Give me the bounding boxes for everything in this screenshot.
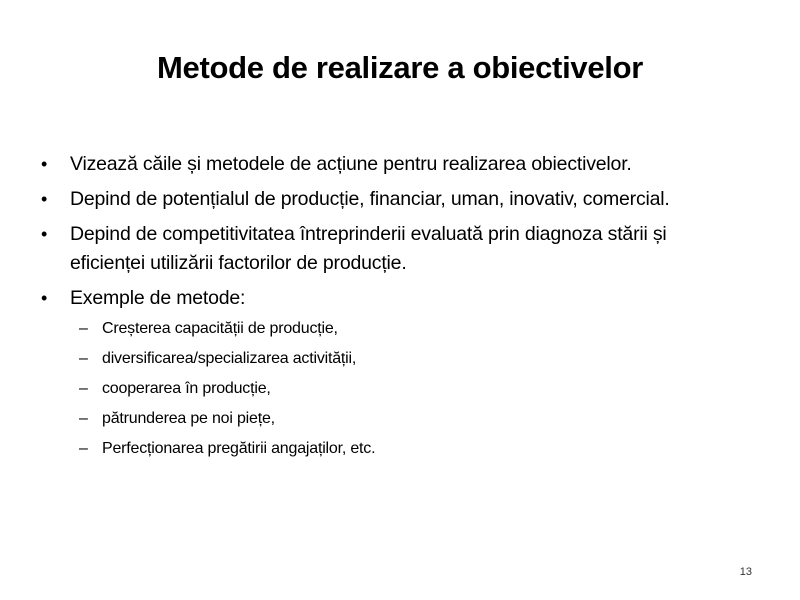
sub-bullet-item <box>38 379 738 399</box>
dash-icon: – <box>79 380 88 397</box>
sub-bullet-item <box>38 319 738 339</box>
page-number: 13 <box>739 566 752 578</box>
sub-bullet-text: Perfecționarea pregătirii angajaților, etc. <box>102 440 376 457</box>
bullet-text: Depind de competitivitatea întreprinderii evaluată prin diagnoza stării și eficienței utilizării factorilor de producție. <box>70 223 667 274</box>
bullet-item <box>38 220 738 278</box>
sub-bullet-item <box>38 439 738 459</box>
sub-bullet-text: diversificarea/specializarea activității, <box>102 350 357 367</box>
slide-title: Metode de realizare a obiectivelor <box>157 50 643 85</box>
bullet-dot-icon: • <box>41 224 48 244</box>
bullet-text: Exemple de metode: <box>70 287 246 309</box>
dash-icon: – <box>79 350 88 367</box>
sub-bullet-text: cooperarea în producție, <box>102 380 271 397</box>
bullet-item <box>38 185 738 214</box>
bullet-dot-icon: • <box>41 154 48 174</box>
bullet-dot-icon: • <box>41 189 48 209</box>
dash-icon: – <box>79 440 88 457</box>
bullet-item <box>38 150 738 179</box>
dash-icon: – <box>79 320 88 337</box>
bullet-text: Depind de potențialul de producție, financiar, uman, inovativ, comercial. <box>70 188 670 210</box>
sub-bullet-item <box>38 349 738 369</box>
bullet-item <box>38 284 738 313</box>
sub-bullet-text: pătrunderea pe noi piețe, <box>102 410 275 427</box>
bullet-dot-icon: • <box>41 288 48 308</box>
dash-icon: – <box>79 410 88 427</box>
bullet-text: Vizează căile și metodele de acțiune pentru realizarea obiectivelor. <box>70 153 632 175</box>
sub-bullet-item <box>38 409 738 429</box>
sub-bullet-list <box>38 319 738 459</box>
sub-bullet-text: Creșterea capacității de producție, <box>102 320 338 337</box>
bullet-list <box>38 150 738 469</box>
